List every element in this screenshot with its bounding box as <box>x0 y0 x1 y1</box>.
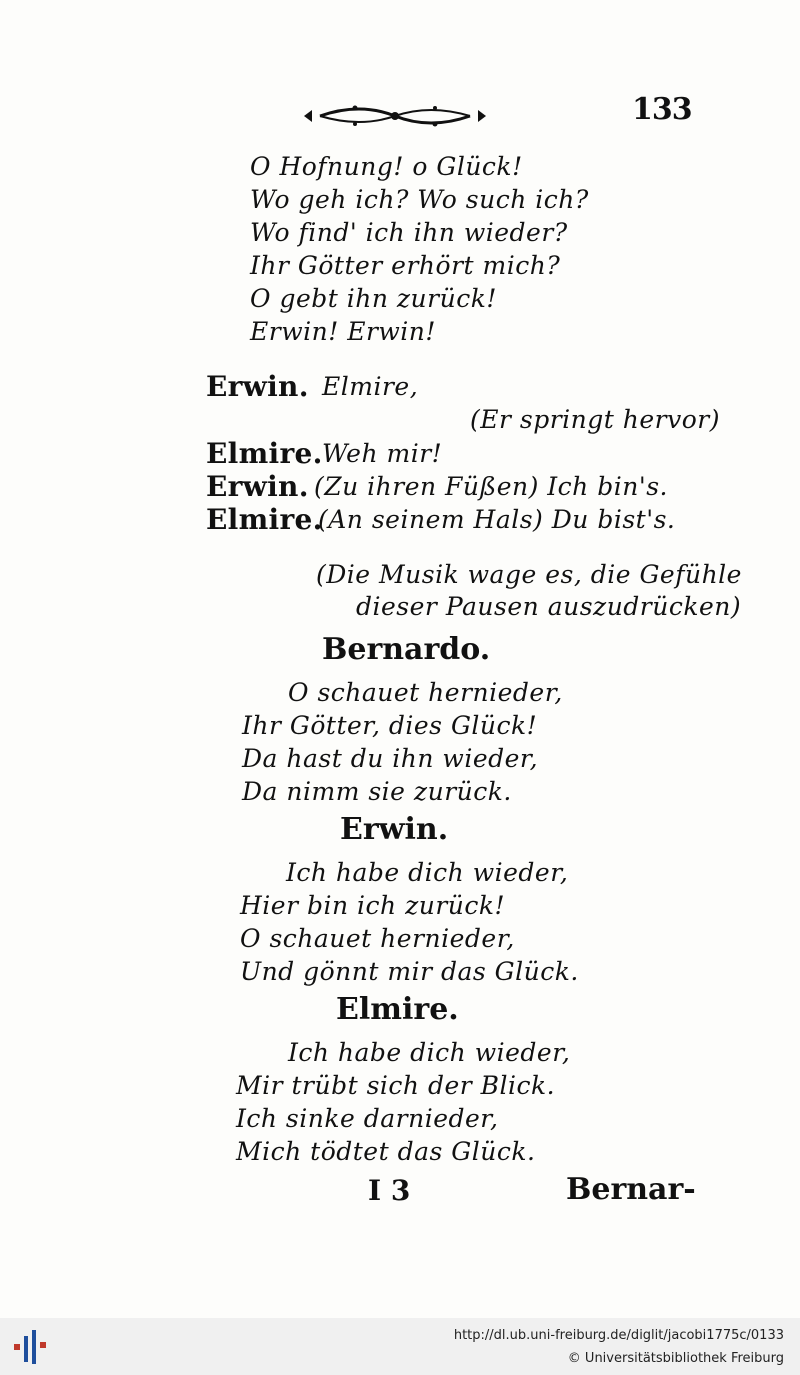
verse-line: Da hast du ihn wieder, <box>242 744 539 773</box>
verse-line: Mich tödtet das Glück. <box>236 1137 536 1166</box>
stage-direction: dieser Pausen auszudrücken) <box>356 592 742 621</box>
verse-block-bernardo <box>242 676 563 808</box>
speaker-heading: Bernardo. <box>322 632 491 667</box>
verse-line: Da nimm sie zurück. <box>242 777 512 806</box>
speaker-erwin: Erwin. <box>206 470 309 503</box>
verse-line: Und gönnt mir das Glück. <box>240 957 579 986</box>
footer-bar <box>0 1318 800 1375</box>
verse-line: Ich habe dich wieder, <box>288 1038 571 1067</box>
verse-line: Wo geh ich? Wo such ich? <box>250 185 589 214</box>
verse-line: O Hofnung! o Glück! <box>250 152 523 181</box>
speaker-heading: Erwin. <box>340 812 449 847</box>
ornament-icon <box>300 98 490 134</box>
verse-block-elmire <box>236 1036 570 1168</box>
verse-line: Erwin! Erwin! <box>250 317 436 346</box>
dialogue-line: (An seinem Hals) Du bist's. <box>318 505 676 534</box>
verse-line: Hier bin ich zurück! <box>240 891 506 920</box>
page-number: 133 <box>632 92 692 127</box>
verse-line: Ich sinke darnieder, <box>236 1104 499 1133</box>
dialogue-line: Elmire, <box>322 372 419 401</box>
copyright-text: © Universitätsbibliothek Freiburg <box>567 1351 784 1366</box>
verse-block-erwin <box>240 856 579 988</box>
speaker-erwin: Erwin. <box>206 370 309 403</box>
permalink-url[interactable]: http://dl.ub.uni-freiburg.de/diglit/jacobi1775c/0133 <box>453 1328 784 1343</box>
verse-line: Wo find' ich ihn wieder? <box>250 218 568 247</box>
signature-mark: I 3 <box>368 1174 411 1207</box>
stage-direction: (Er springt hervor) <box>470 405 721 434</box>
verse-line: Ihr Götter, dies Glück! <box>242 711 538 740</box>
verse-line: O schauet hernieder, <box>240 924 515 953</box>
verse-line: Ich habe dich wieder, <box>286 858 569 887</box>
verse-line: Mir trübt sich der Blick. <box>236 1071 556 1100</box>
verse-line: O gebt ihn zurück! <box>250 284 497 313</box>
dialogue-line: (Zu ihren Füßen) Ich bin's. <box>314 472 668 501</box>
stage-direction: (Die Musik wage es, die Gefühle <box>316 560 742 589</box>
speaker-heading: Elmire. <box>336 992 459 1027</box>
dialogue-line: Weh mir! <box>322 439 443 468</box>
speaker-elmire: Elmire. <box>206 437 323 470</box>
verse-line: Ihr Götter erhört mich? <box>250 251 561 280</box>
catchword: Bernar- <box>566 1172 696 1207</box>
verse-line: O schauet hernieder, <box>288 678 563 707</box>
speaker-elmire: Elmire. <box>206 503 323 536</box>
verse-block-top <box>250 150 589 348</box>
ub-freiburg-logo-icon[interactable] <box>10 1326 52 1368</box>
